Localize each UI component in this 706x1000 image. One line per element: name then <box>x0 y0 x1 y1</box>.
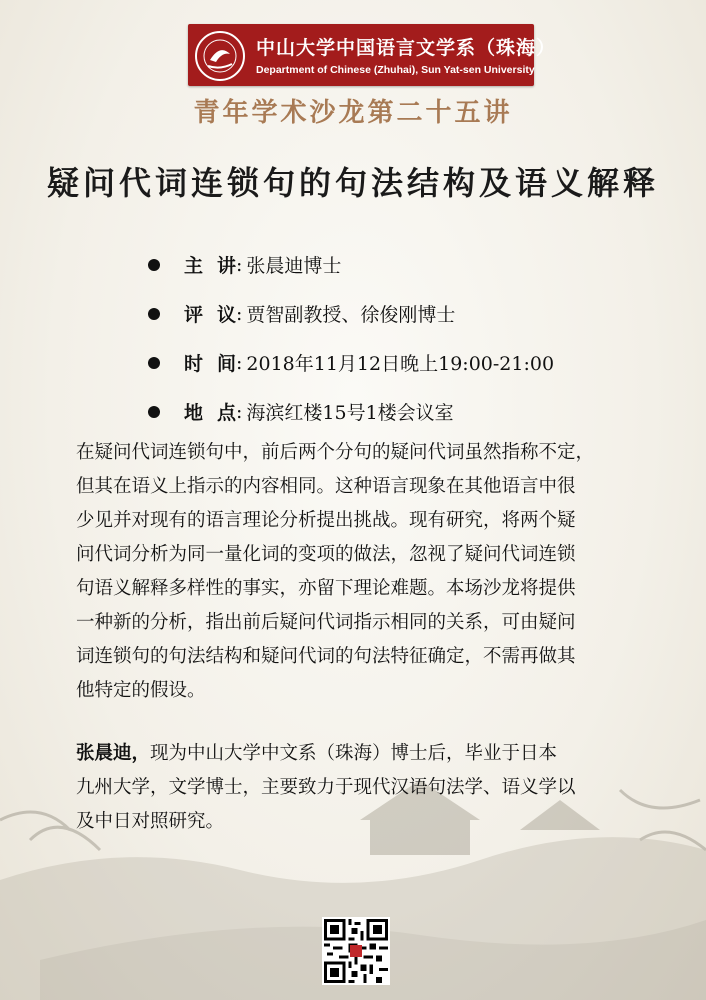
info-label <box>184 398 236 425</box>
abstract-paragraph <box>76 436 654 708</box>
info-label-char: 议 <box>216 304 236 326</box>
abstract-line: 他特定的假设。 <box>76 680 206 701</box>
info-colon: : <box>236 400 243 423</box>
bullet-icon <box>148 357 160 369</box>
qr-code-icon <box>322 917 390 985</box>
info-label-char: 讲 <box>216 255 236 277</box>
info-label-char: 点 <box>216 402 236 424</box>
info-label-char: 时 <box>184 353 204 375</box>
abstract-line: 但其在语义上指示的内容相同。这种语言现象在其他语言中很 <box>76 476 576 497</box>
event-info-list <box>148 240 668 436</box>
bullet-icon <box>148 259 160 271</box>
bio-line: 及中日对照研究。 <box>76 811 225 832</box>
org-banner <box>188 24 557 86</box>
info-label <box>184 349 236 376</box>
info-label-char: 地 <box>184 402 204 424</box>
info-label <box>184 251 236 278</box>
org-name-cn: 中山大学中国语言文学系（珠海） <box>256 37 557 59</box>
info-value: 海滨红楼15号1楼会议室 <box>246 402 454 424</box>
info-row-time <box>148 338 668 387</box>
lecture-title: 疑问代词连锁句的句法结构及语义解释 <box>46 164 659 202</box>
info-value: 贾智副教授、徐俊刚博士 <box>246 304 456 326</box>
info-colon: : <box>236 302 243 325</box>
abstract-line: 问代词分析为同一量化词的变项的做法，忽视了疑问代词连锁 <box>76 544 576 565</box>
abstract-line: 词连锁句的句法结构和疑问代词的句法特征确定，不需再做其 <box>76 646 576 667</box>
abstract-line: 一种新的分析，指出前后疑问代词指示相同的关系，可由疑问 <box>76 612 576 633</box>
university-seal-icon <box>194 30 246 82</box>
abstract-line: 少见并对现有的语言理论分析提出挑战。现有研究，将两个疑 <box>76 510 576 531</box>
bio-text: 现为中山大学中文系（珠海）博士后，毕业于日本 <box>150 743 558 764</box>
info-label-char: 间 <box>216 353 236 375</box>
abstract-line: 在疑问代词连锁句中，前后两个分句的疑问代词虽然指称不定， <box>76 442 595 463</box>
bullet-icon <box>148 406 160 418</box>
info-value: 2018年11月12日晚上19:00-21:00 <box>246 353 555 375</box>
abstract-line: 句语义解释多样性的事实，亦留下理论难题。本场沙龙将提供 <box>76 578 576 599</box>
speaker-bio <box>76 737 654 839</box>
bullet-icon <box>148 308 160 320</box>
info-row-location <box>148 387 668 436</box>
info-label <box>184 300 236 327</box>
info-row-discussant <box>148 289 668 338</box>
series-title: 青年学术沙龙第二十五讲 <box>193 98 513 128</box>
info-row-speaker <box>148 240 668 289</box>
bio-name: 张晨迪， <box>76 743 151 764</box>
info-colon: : <box>236 253 243 276</box>
bio-line <box>76 737 654 771</box>
info-colon: : <box>236 351 243 374</box>
bio-line: 九州大学，文学博士，主要致力于现代汉语句法学、语义学以 <box>76 777 576 798</box>
info-label-char: 评 <box>184 304 204 326</box>
info-value: 张晨迪博士 <box>246 255 342 277</box>
org-name-en: Department of Chinese (Zhuhai), Sun Yat-sen University <box>256 64 535 76</box>
info-label-char: 主 <box>184 255 204 277</box>
